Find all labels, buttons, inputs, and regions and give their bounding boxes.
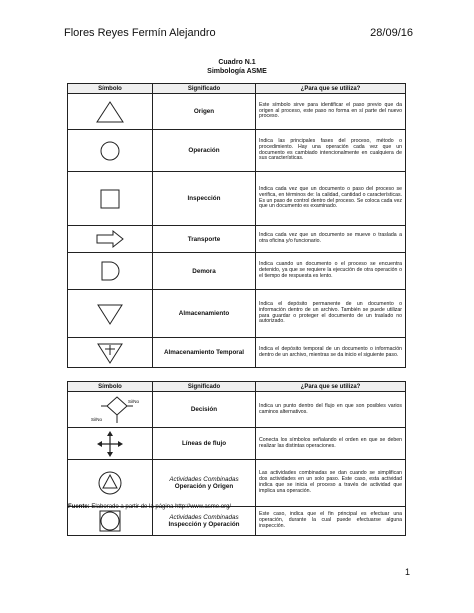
table-row [68,290,406,338]
decision-no-label: Si/No [91,416,103,422]
combined-activities-label: Actividades Combinadas [169,514,239,521]
arrow-right-icon [95,229,125,249]
table-row [68,507,406,536]
caption-title: Cuadro N.1 [218,59,256,66]
table-row [68,428,406,460]
meaning-cell: Inspección y Operación [168,521,240,528]
table-header-row [68,382,406,392]
purpose-cell: Indica las principales fases del proceso, método o procedimiento. Hay una operación cada vez que un documento es cambiado intencionalmente en cualquiera de sus características. [256,130,406,172]
meaning-cell: Demora [153,253,256,290]
purpose-cell: Este caso, indica que el fin principal es efectuar una operación, durante la cual puede efectuarse alguna inspección. [256,507,406,536]
caption-subtitle: Simbología ASME [207,68,267,75]
purpose-cell: Este símbolo sirve para identificar el paso previo que da origen al proceso, este paso no forma en sí parte del nuevo proceso. [256,94,406,130]
square-icon [98,187,122,211]
table-row [68,460,406,507]
table-row [68,130,406,172]
column-meaning: Significado [153,382,256,392]
purpose-cell: Indica el depósito permanente de un documento o información dentro de un archivo. También se puede utilizar para guardar o proteger el documento de un traslado no autorizado. [256,290,406,338]
table-row [68,253,406,290]
column-purpose: ¿Para que se utiliza? [256,84,406,94]
meaning-cell: Transporte [153,226,256,253]
meaning-cell: Operación y Origen [174,483,234,490]
column-purpose: ¿Para que se utiliza? [256,382,406,392]
purpose-cell: Indica el depósito temporal de un documento o información dentro de un archivo, mientras se da inicio el siguiente paso. [256,338,406,368]
circle-icon [98,139,122,163]
asme-combined-table [67,381,406,536]
purpose-cell: Indica cada vez que un documento se mueve o traslada a otra oficina y/o funcionario. [256,226,406,253]
table-row [68,226,406,253]
header-date: 28/09/16 [370,27,413,39]
source-text: Elaborado a partir de la página http://www.asme.org/ [91,504,232,510]
table-row [68,94,406,130]
combined-operation-origin-icon [96,469,124,497]
triangle-down-icon [95,302,125,326]
table-row [68,172,406,226]
meaning-cell: Decisión [153,392,256,428]
combined-activities-label: Actividades Combinadas [169,476,239,483]
source-label: Fuente: [68,504,90,510]
triangle-down-t-icon [95,341,125,365]
purpose-cell: Indica un punto dentro del flujo en que son posibles varios caminos alternativos. [256,392,406,428]
page-number: 1 [405,567,411,577]
meaning-cell: Operación [153,130,256,172]
meaning-cell: Almacenamiento Temporal [153,338,256,368]
author-name: Flores Reyes Fermín Alejandro [64,27,216,39]
purpose-cell: Indica cuando un documento o el proceso se encuentra detenido, ya que se requiere la ejecución de otra operación o el tiempo de respuesta es lento. [256,253,406,290]
d-shape-icon [98,259,122,283]
source-note [68,504,231,510]
table-row [68,392,406,428]
decision-yes-label: Si/No [128,398,140,404]
flow-lines-icon [95,430,125,458]
table-header-row [68,84,406,94]
purpose-cell: Las actividades combinadas se dan cuando se simplifican dos actividades en un solo paso. Este caso, esta actividad indica que se inicia el proceso a través de actividad que implica una operación. [256,460,406,507]
diamond-decision-icon [77,394,143,426]
column-symbol: Símbolo [68,382,153,392]
combined-inspection-operation-icon [97,508,123,534]
table-row [68,338,406,368]
meaning-cell: Origen [153,94,256,130]
column-meaning: Significado [153,84,256,94]
meaning-cell: Líneas de flujo [153,428,256,460]
triangle-up-icon [95,100,125,124]
meaning-cell: Inspección [153,172,256,226]
asme-symbols-table [67,83,406,368]
purpose-cell: Indica cada vez que un documento o paso del proceso se verifica, en términos de: la calidad, cantidad o características. Es un paso de control dentro del proceso. Se coloca cada vez que un documento es examinado. [256,172,406,226]
purpose-cell: Conecta los símbolos señalando el orden en que se deben realizar las distintas operaciones. [256,428,406,460]
meaning-cell: Almacenamiento [153,290,256,338]
column-symbol: Símbolo [68,84,153,94]
